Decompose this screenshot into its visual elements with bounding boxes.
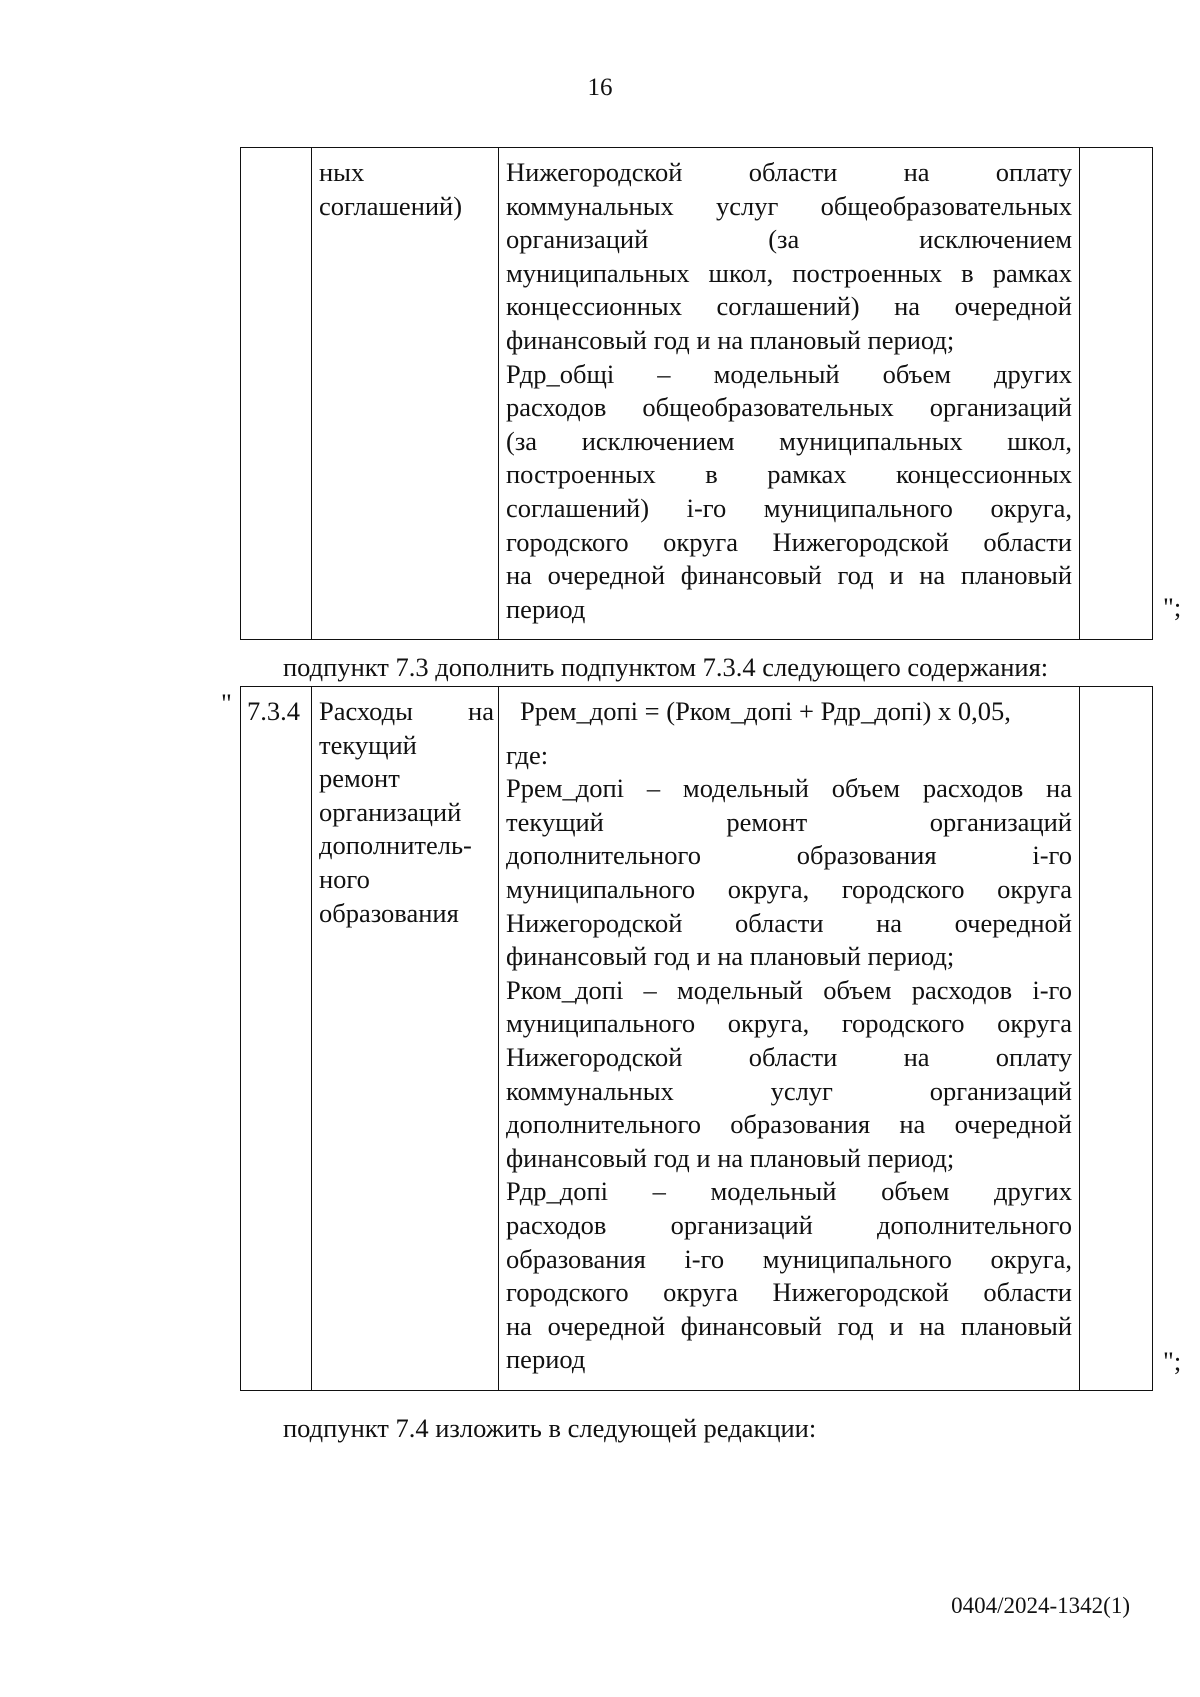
table1-col-number [241,148,312,640]
document-reference-code: 0404/2024-1342(1) [951,1593,1130,1618]
text-line: на очередной финансовый год и на плановый [506,560,1072,591]
text-line: построенных в рамках концессионных [506,459,1072,490]
text-line: Рком_допі – модельный объем расходов і-го [506,974,1072,1005]
opening-quote-mark: " [221,688,232,718]
text-line: коммунальных услуг организаций [506,1075,1072,1106]
text-line: муниципального округа, городского округа [506,1008,1072,1039]
text-line: соглашений) і-го муниципального округа, [506,492,1072,523]
text-line: текущий ремонт организаций [506,806,1072,837]
text-line: городского округа Нижегородской области [506,526,1072,557]
table2-col-number [241,687,312,1391]
table1-col-description [499,148,1080,640]
text-line: Ррем_допі – модельный объем расходов на [506,773,1072,804]
text-line: дополнительного образования на очередной [506,1109,1072,1140]
text-line: концессионных соглашений) на очередной [506,291,1072,322]
text-line: период [506,1344,586,1375]
text-line: Нижегородской области на оплату [506,1041,1072,1072]
text-line: период [506,593,586,624]
text-line: Рдр_допі – модельный объем других [506,1176,1072,1207]
table-row [241,148,1153,640]
page-number: 16 [587,74,613,101]
paragraph-amendment-7-4: подпункт 7.4 изложить в следующей редакции: [283,1413,817,1443]
text-line: финансовый год и на плановый период; [506,1142,955,1173]
text-line: ного [319,863,370,894]
text-line: расходов общеобразовательных организаций [506,392,1072,423]
text-line: Нижегородской области на очередной [506,907,1072,938]
text-line: расходов организаций дополнительного [506,1209,1072,1240]
text-line: Рдр_общі – модельный объем других [506,358,1072,389]
text-line: дополнительного образования і-го [506,840,1072,871]
text-line: организаций (за исключением [506,224,1072,255]
text-line: ных [319,157,365,187]
item-number: 7.3.4 [247,696,300,726]
text-line: где: [506,739,549,770]
text-line: соглашений) [319,190,463,221]
paragraph-amendment-7-3: подпункт 7.3 дополнить подпунктом 7.3.4 следующего содержания: [283,652,1049,682]
text-line: образования і-го муниципального округа, [506,1243,1072,1274]
text-line: финансовый год и на плановый период; [506,941,955,972]
text-line: Нижегородской области на оплату [506,157,1072,187]
continuation-table [240,147,1153,640]
text-line: на очередной финансовый год и на плановый [506,1310,1072,1341]
text-line: ремонт [319,763,400,794]
text-line: образования [319,897,459,928]
table1-col-name [312,148,499,640]
text-line: муниципальных школ, построенных в рамках [506,257,1072,288]
closing-quote-mark: "; [1163,1346,1182,1376]
text-line: муниципального округа, городского округа [506,873,1072,904]
subitem-7-3-4-table [240,686,1153,1391]
text-line: организаций [319,796,462,827]
closing-quote-mark: "; [1163,592,1182,622]
formula: Ррем_допі = (Рком_допі + Рдр_допі) x 0,05, [520,696,1011,726]
text-line: (за исключением муниципальных школ, [506,425,1072,456]
table2-col-notes [1080,687,1153,1391]
table1-col-notes [1080,148,1153,640]
text-line: текущий [319,729,417,760]
text-line: Расходы на [319,696,494,726]
text-line: дополнитель- [319,830,472,861]
text-line: финансовый год и на плановый период; [506,324,955,355]
table2-col-name [312,687,499,1391]
text-line: коммунальных услуг общеобразовательных [506,190,1072,221]
table-row [241,687,1153,1391]
text-line: городского округа Нижегородской области [506,1277,1072,1308]
table2-col-description [499,687,1080,1391]
